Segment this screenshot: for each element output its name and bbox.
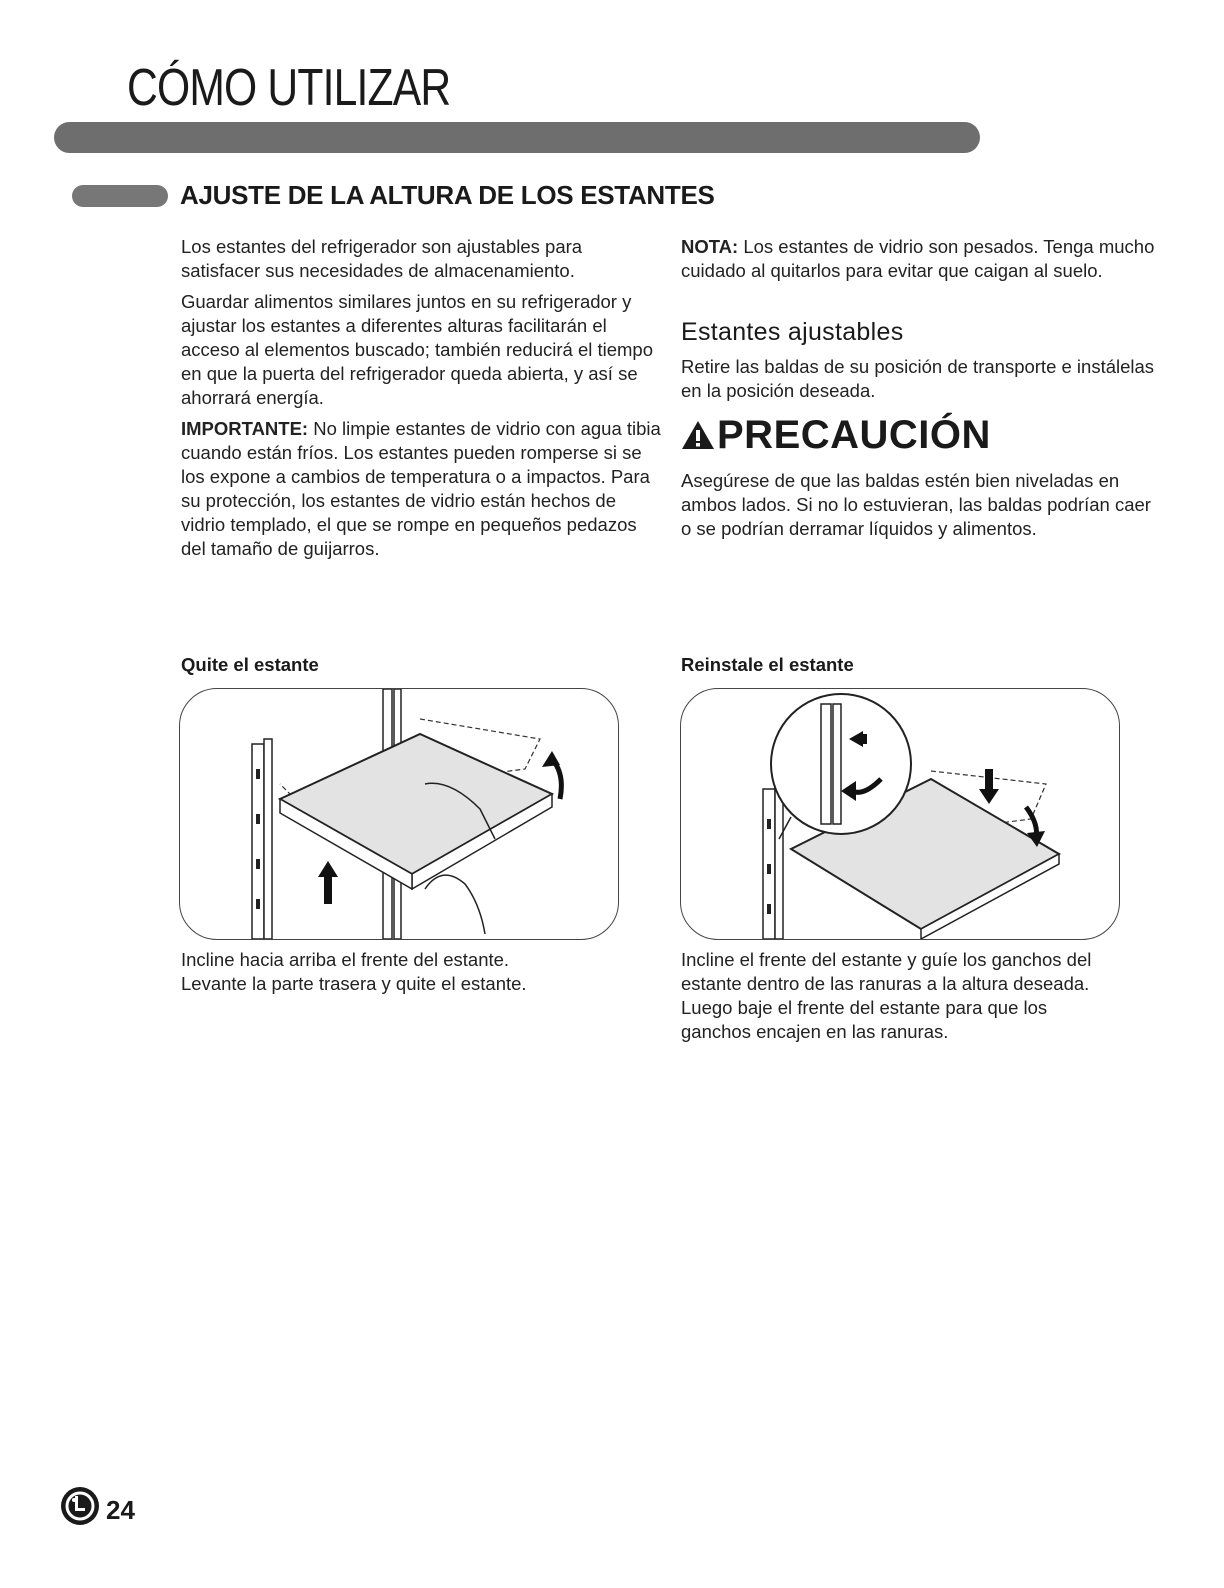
section-pill [72,185,168,207]
caution-title-text: PRECAUCIÓN [717,413,991,457]
storage-paragraph: Guardar alimentos similares juntos en su refrigerador y ajustar los estantes a diferentes alturas facilitarán el acceso al elementos buscado; también reducirá el tiempo en que la puerta del refrigerador queda abierta, y así se ahorrará energía. [181,291,654,408]
figure-remove-label: Quite el estante [181,654,319,675]
adjustable-shelves-text: Retire las baldas de su posición de transporte e instálelas en la posición deseada. [681,356,1155,401]
important-label: IMPORTANTE: [181,418,309,439]
left-column [181,235,661,568]
remove-caption-line-1: Incline hacia arriba el frente del estante. [181,949,510,970]
page-number: 24 [106,1495,135,1525]
note-paragraph [681,235,1161,283]
note-text: Los estantes de vidrio son pesados. Tenga mucho cuidado al quitarlos para evitar que caigan al suelo. [681,236,1155,281]
figure-reinstall-shelf [680,688,1120,940]
section-heading: AJUSTE DE LA ALTURA DE LOS ESTANTES [180,180,715,210]
right-column [681,235,1161,548]
note-label: NOTA: [681,236,739,257]
important-paragraph [181,417,661,561]
figure-reinstall-label: Reinstale el estante [681,654,854,675]
figure-remove-shelf [179,688,619,940]
adjustable-shelves-heading: Estantes ajustables [681,318,904,346]
warning-triangle-icon [681,419,715,451]
intro-paragraph: Los estantes del refrigerador son ajustables para satisfacer sus necesidades de almacenamiento. [181,236,583,281]
important-text: No limpie estantes de vidrio con agua tibia cuando están fríos. Los estantes pueden romperse si se los expone a cambios de temperatura o a impactos. Para su protección, los estantes de vidrio están hechos de vidrio templado, el que se rompe en pequeños pedazos del tamaño de guijarros. [181,418,661,559]
figure-reinstall-caption: Incline el frente del estante y guíe los ganchos del estante dentro de las ranuras a la altura deseada. Luego baje el frente del estante para que los ganchos encajen en las ranuras. [681,949,1092,1042]
title-bar [54,122,980,153]
caution-text: Asegúrese de que las baldas estén bien niveladas en ambos lados. Si no lo estuvieran, las baldas podrían caer o se podrían derramar líquidos y alimentos. [681,470,1151,539]
lg-logo-icon [60,1486,100,1526]
caution-title [681,413,1161,457]
remove-shelf-illustration [180,689,618,939]
reinstall-shelf-illustration [681,689,1119,939]
page-title: CÓMO UTILIZAR [127,59,451,117]
remove-caption-line-2: Levante la parte trasera y quite el estante. [181,973,527,994]
figure-remove-caption [181,948,611,996]
